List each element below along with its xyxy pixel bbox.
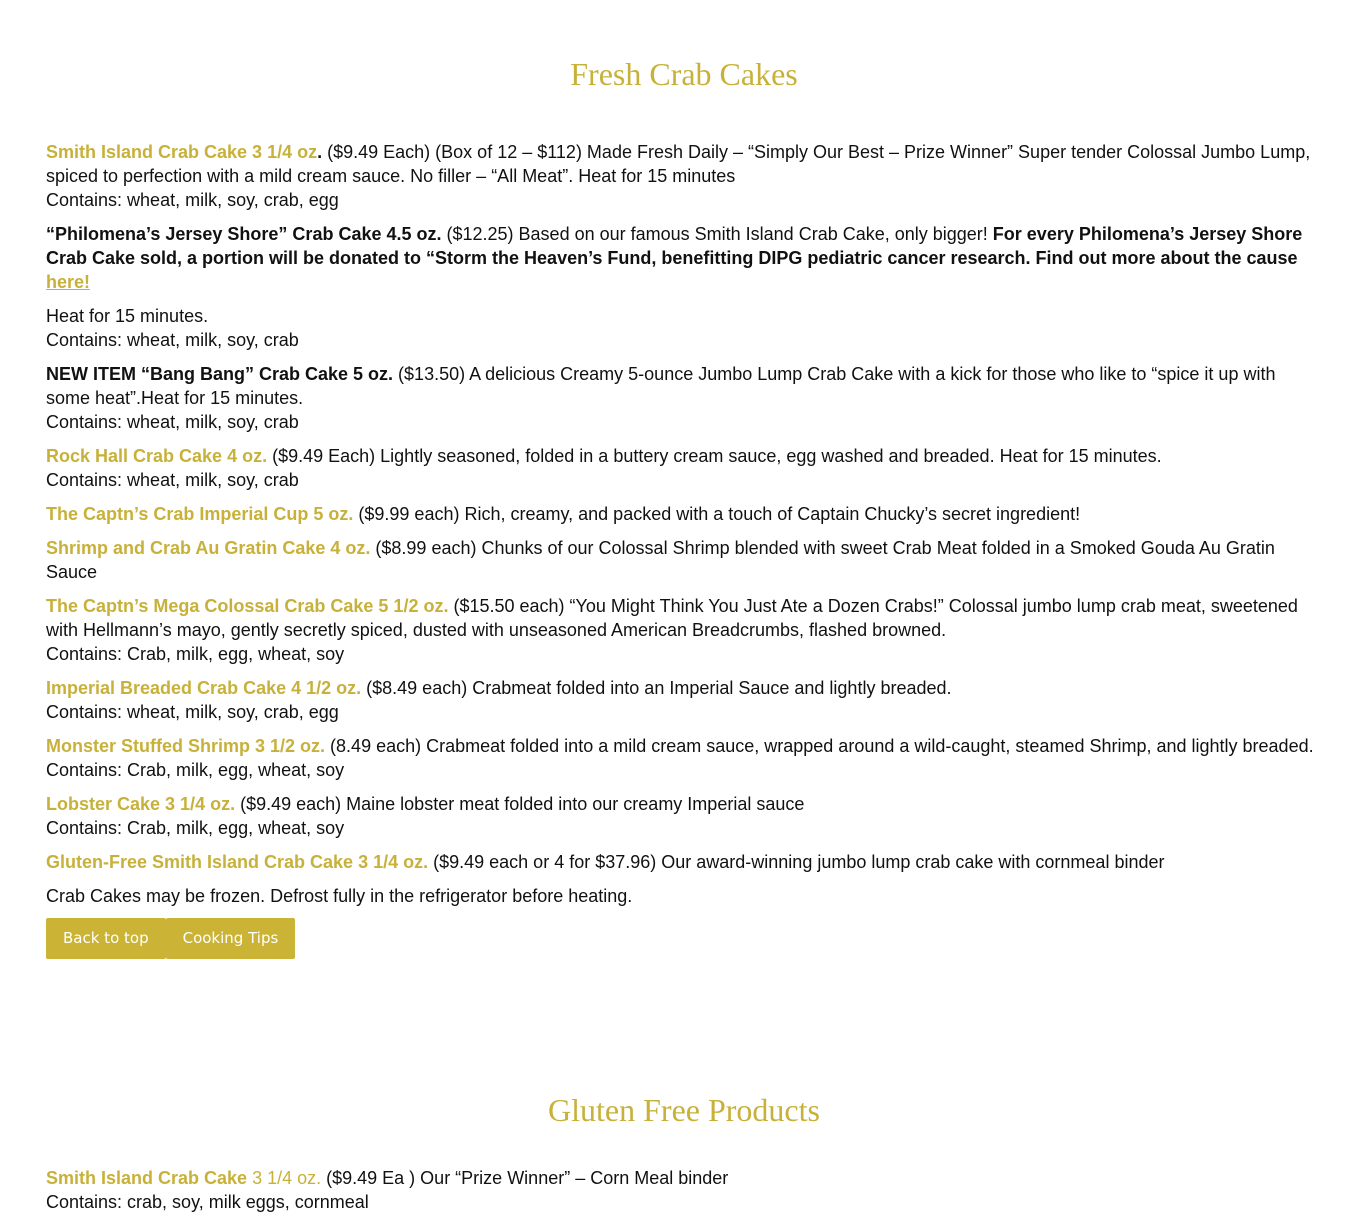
product-contains: Contains: wheat, milk, soy, crab, egg: [46, 190, 339, 210]
here-link[interactable]: here!: [46, 272, 91, 292]
list-item: [46, 536, 1318, 584]
product-contains: Contains: Crab, milk, egg, wheat, soy: [46, 644, 345, 664]
list-item: [46, 140, 1318, 212]
product-desc: ($13.50) A delicious Creamy 5-ounce Jumbo Lump Crab Cake with a kick for those who like to “spice it up with some heat”.Heat for 15 minutes.: [46, 364, 1276, 408]
product-contains: Contains: Crab, milk, egg, wheat, soy: [46, 760, 345, 780]
list-item: [46, 792, 1318, 840]
product-name: The Captn’s Mega Colossal Crab Cake 5 1/2 oz.: [46, 596, 449, 616]
product-contains: Contains: crab, soy, milk eggs, cornmeal: [46, 1192, 369, 1212]
product-name: Lobster Cake 3 1/4 oz.: [46, 794, 236, 814]
list-item: [46, 304, 1318, 352]
product-size: 3 1/4 oz.: [247, 1168, 322, 1188]
list-item: [46, 222, 1318, 294]
product-desc: ($9.49 Ea ) Our “Prize Winner” – Corn Meal binder: [321, 1168, 729, 1188]
product-name: Smith Island Crab Cake: [46, 1168, 248, 1188]
list-item: [46, 444, 1318, 492]
list-item: [46, 594, 1318, 666]
list-item: [46, 502, 1318, 526]
section-title-fresh-crab-cakes: Fresh Crab Cakes: [570, 56, 798, 92]
product-name: Gluten-Free Smith Island Crab Cake 3 1/4 oz.: [46, 852, 429, 872]
list-item: [46, 734, 1318, 782]
product-name: Rock Hall Crab Cake 4 oz.: [46, 446, 268, 466]
button-row: [46, 918, 1318, 959]
product-desc: ($9.49 Each) (Box of 12 – $112) Made Fresh Daily – “Simply Our Best – Prize Winner” Super tender Colossal Jumbo Lump, spiced to perfection with a mild cream sauce. No filler – “All Meat”. Heat for 15 minutes: [46, 142, 1311, 186]
product-name: The Captn’s Crab Imperial Cup 5 oz.: [46, 504, 354, 524]
product-heat: Heat for 15 minutes.: [46, 306, 209, 326]
product-name: Shrimp and Crab Au Gratin Cake 4 oz.: [46, 538, 371, 558]
product-name: Imperial Breaded Crab Cake 4 1/2 oz.: [46, 678, 362, 698]
product-name: Smith Island Crab Cake 3 1/4 oz: [46, 142, 318, 162]
list-item: [46, 362, 1318, 434]
product-name: “Philomena’s Jersey Shore” Crab Cake 4.5 oz.: [46, 224, 442, 244]
product-desc: ($9.49 each or 4 for $37.96) Our award-winning jumbo lump crab cake with cornmeal binder: [428, 852, 1165, 872]
product-contains: Contains: wheat, milk, soy, crab: [46, 412, 299, 432]
period: .: [317, 142, 323, 162]
product-desc: ($15.50 each) “You Might Think You Just Ate a Dozen Crabs!” Colossal jumbo lump crab meat, sweetened with Hellmann’s mayo, gently secretly spiced, dusted with unseasoned American Breadcrumbs, flashed browned.: [46, 596, 1298, 640]
gluten-free-list: [46, 1166, 1318, 1224]
product-desc: ($8.99 each) Chunks of our Colossal Shrimp blended with sweet Crab Meat folded in a Smoked Gouda Au Gratin Sauce: [46, 538, 1275, 582]
product-desc: ($9.49 Each) Lightly seasoned, folded in a buttery cream sauce, egg washed and breaded. Heat for 15 minutes.: [267, 446, 1162, 466]
product-contains: Contains: wheat, milk, soy, crab, egg: [46, 702, 339, 722]
list-item: [46, 1166, 1318, 1214]
fresh-crab-cakes-list: [46, 140, 1318, 959]
product-desc: ($12.25) Based on our famous Smith Island Crab Cake, only bigger!: [441, 224, 993, 244]
product-desc: ($9.49 each) Maine lobster meat folded into our creamy Imperial sauce: [235, 794, 805, 814]
product-name: Monster Stuffed Shrimp 3 1/2 oz.: [46, 736, 326, 756]
product-desc: (8.49 each) Crabmeat folded into a mild cream sauce, wrapped around a wild-caught, steamed Shrimp, and lightly breaded.: [325, 736, 1314, 756]
product-contains: Contains: wheat, milk, soy, crab: [46, 470, 299, 490]
cooking-tips-button[interactable]: Cooking Tips: [166, 918, 296, 959]
product-desc: ($8.49 each) Crabmeat folded into an Imperial Sauce and lightly breaded.: [361, 678, 952, 698]
list-item: [46, 850, 1318, 874]
back-to-top-button[interactable]: Back to top: [46, 918, 166, 959]
product-contains: Contains: wheat, milk, soy, crab: [46, 330, 299, 350]
product-contains: Contains: Crab, milk, egg, wheat, soy: [46, 818, 345, 838]
list-item: [46, 676, 1318, 724]
donation-note: For every Philomena’s Jersey Shore Crab Cake sold, a portion will be donated to “Storm the Heaven’s Fund, benefitting DIPG pediatric cancer research. Find out more about the cause: [46, 224, 1303, 268]
section-title-gluten-free-products: Gluten Free Products: [548, 1092, 820, 1128]
freezing-note: Crab Cakes may be frozen. Defrost fully in the refrigerator before heating.: [46, 886, 633, 906]
product-desc: ($9.99 each) Rich, creamy, and packed with a touch of Captain Chucky’s secret ingredient!: [353, 504, 1081, 524]
product-name: NEW ITEM “Bang Bang” Crab Cake 5 oz.: [46, 364, 394, 384]
